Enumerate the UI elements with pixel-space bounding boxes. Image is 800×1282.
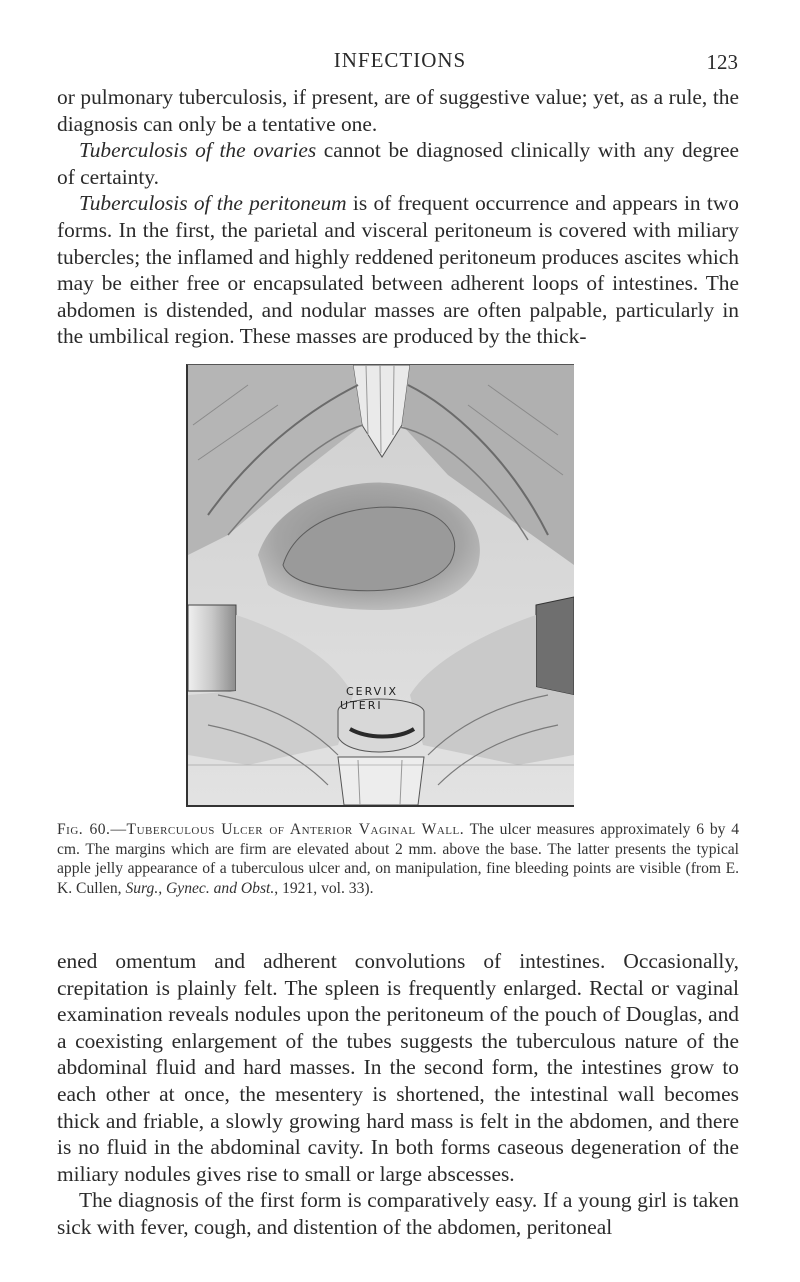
anatomical-drawing [188,365,574,805]
paragraph [57,948,739,1187]
italic-term: Tuberculosis of the peritoneum [79,191,347,216]
top-text-block [57,84,739,350]
running-head: INFECTIONS [333,48,467,72]
paragraph-text: The diagnosis of the first form is comparatively easy. If a young girl is taken sick with fever, cough, and distention of the abdomen, peritoneal [57,1188,739,1239]
paragraph-text: is of frequent occurrence and appears in two forms. In the first, the parietal and visceral peritoneum is covered with miliary tubercles; the inflamed and highly reddened peritoneum produces ascites which may be either free or encapsulated between adherent loops of intestines. The abdomen is distended, and nodular masses are often palpable, particularly in the umbilical region. These masses are produced by the thick- [57,191,739,349]
figure-label-cervix: CERVIX [346,685,398,698]
caption-text: The ulcer measures approximately 6 by 4 cm. The margins which are firm are elevated about 2 mm. above the base. The latter presents the typical apple jelly appearance of a tuberculous ulcer and, on manipulation, fine bleeding points are visible (from E. K. Cullen, [57,821,739,897]
bottom-text-block [57,948,739,1241]
figure-illustration [186,364,574,807]
paragraph [57,1187,739,1240]
italic-term: Tuberculosis of the ovaries [79,138,317,163]
paragraph [57,84,739,137]
page-header [0,48,800,78]
paragraph [57,137,739,190]
figure-caption [57,820,739,898]
caption-source: Surg., Gynec. and Obst. [125,879,275,897]
caption-text-end: , 1921, vol. 33). [274,879,374,897]
paragraph-text: ened omentum and adherent convolutions of intestines. Occasionally, crepitation is plainly felt. The spleen is frequently enlarged. Rectal or vaginal examination reveals nodules upon the peritoneum of the pouch of Douglas, and a coexisting enlargement of the tubes suggests the tuberculous nature of the abdominal fluid and hard masses. In the second form, the intestines grow to each other at once, the mesentery is shortened, the intestinal wall becomes thick and friable, a slowly growing hard mass is felt in the abdomen, and there is no fluid in the abdominal cavity. In both forms caseous degeneration of the miliary nodules gives rise to small or large abscesses. [57,949,739,1186]
caption-title: —Tuberculous Ulcer of Anterior Vaginal Wall. [110,821,465,838]
paragraph-text: or pulmonary tuberculosis, if present, are of suggestive value; yet, as a rule, the diagnosis can only be a tentative one. [57,85,739,136]
caption-figure-number: Fig. 60. [57,821,111,838]
page-number: 123 [706,50,738,74]
paragraph-text: cannot be diagnosed clinically with any degree of certainty. [57,138,739,189]
figure-label-uteri: UTERI [340,699,383,712]
paragraph [57,190,739,350]
